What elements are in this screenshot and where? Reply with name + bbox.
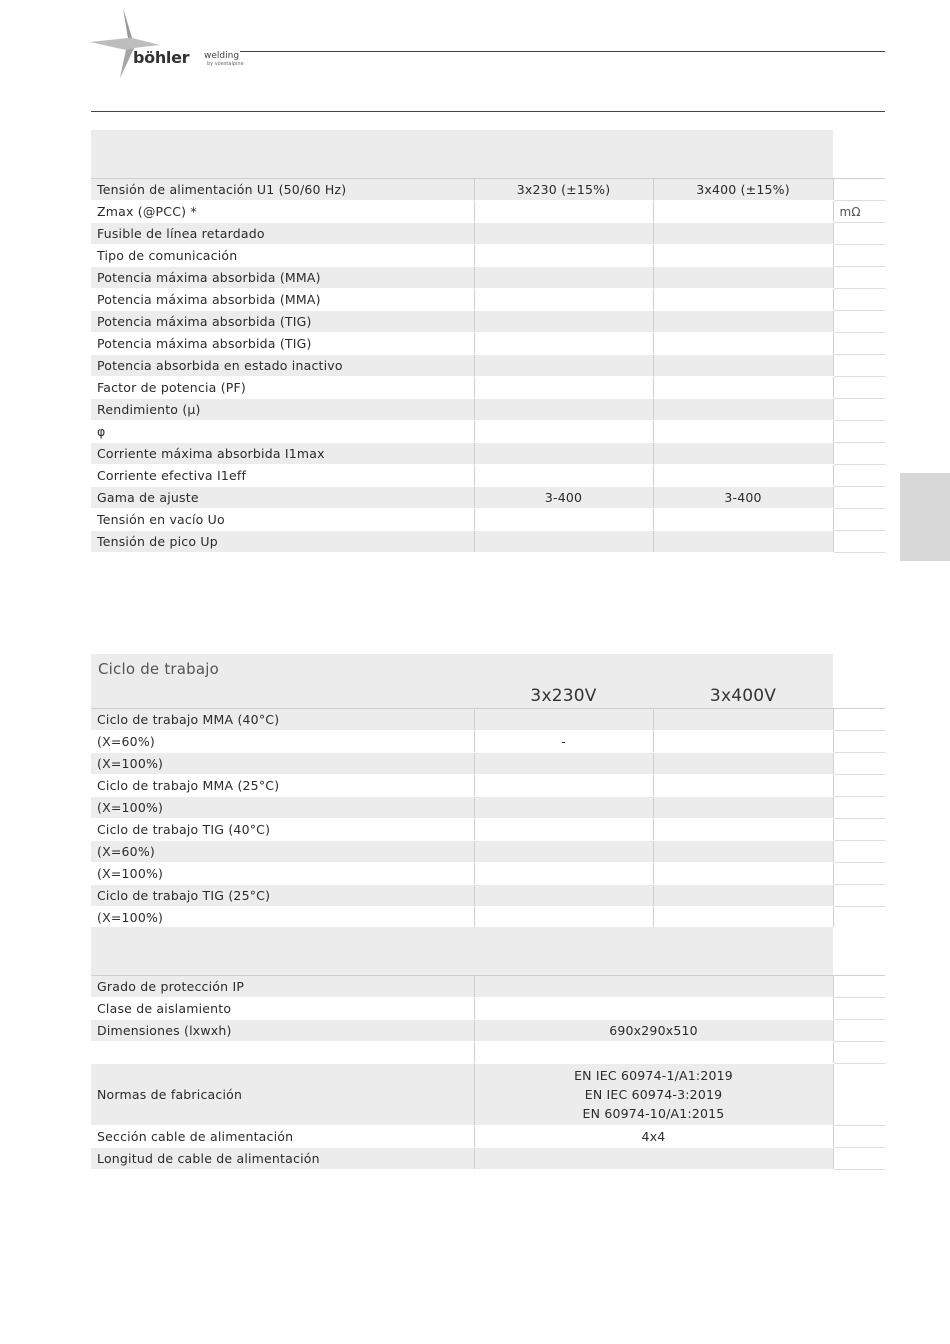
spec-label: Factor de potencia (PF)	[91, 377, 474, 399]
duty-label: (X=100%)	[91, 907, 474, 929]
duty-value-3x400	[653, 841, 833, 863]
duty-unit	[833, 775, 885, 797]
duty-label: Ciclo de trabajo TIG (40°C)	[91, 819, 474, 841]
col-3x400v: 3x400V	[653, 654, 833, 709]
spec-value-3x400	[653, 311, 833, 333]
duty-row	[91, 753, 885, 775]
spec-value-3x230	[474, 465, 653, 487]
general-label: Longitud de cable de alimentación	[91, 1148, 474, 1170]
spec-unit	[833, 399, 885, 421]
duty-value-3x400	[653, 753, 833, 775]
spec-value-3x400	[653, 355, 833, 377]
general-row	[91, 976, 885, 998]
spec-row	[91, 421, 885, 443]
spec-value-3x400: 3-400	[653, 487, 833, 509]
spec-row	[91, 531, 885, 553]
spec-value-3x400	[653, 223, 833, 245]
general-value	[474, 1148, 833, 1170]
general-row	[91, 1020, 885, 1042]
duty-row	[91, 709, 885, 731]
duty-value-3x230	[474, 863, 653, 885]
spec-label: Potencia absorbida en estado inactivo	[91, 355, 474, 377]
duty-value-3x230	[474, 885, 653, 907]
duty-unit	[833, 819, 885, 841]
duty-value-3x230	[474, 819, 653, 841]
spec-unit	[833, 311, 885, 333]
spec-value-3x230: 3x230 (±15%)	[474, 179, 653, 201]
duty-value-3x400	[653, 797, 833, 819]
duty-unit	[833, 841, 885, 863]
duty-row	[91, 819, 885, 841]
duty-row	[91, 797, 885, 819]
duty-cycle-table	[91, 654, 885, 929]
spec-unit	[833, 289, 885, 311]
duty-label: Ciclo de trabajo MMA (25°C)	[91, 775, 474, 797]
duty-value-3x400	[653, 885, 833, 907]
duty-value-3x230: -	[474, 731, 653, 753]
spec-value-3x230: 3-400	[474, 487, 653, 509]
spec-value-3x230	[474, 421, 653, 443]
side-tab-marker	[900, 473, 950, 561]
spec-label: Potencia máxima absorbida (MMA)	[91, 267, 474, 289]
general-row	[91, 1126, 885, 1148]
spec-value-3x230	[474, 223, 653, 245]
duty-label: (X=100%)	[91, 753, 474, 775]
spec-value-3x400	[653, 509, 833, 531]
duty-value-3x230	[474, 775, 653, 797]
spec-label: Tensión de alimentación U1 (50/60 Hz)	[91, 179, 474, 201]
spec-label: Corriente efectiva I1eff	[91, 465, 474, 487]
general-label: Sección cable de alimentación	[91, 1126, 474, 1148]
duty-row	[91, 885, 885, 907]
brand-tagline: by voestalpine	[207, 61, 244, 67]
spec-unit	[833, 333, 885, 355]
spec-label: φ	[91, 421, 474, 443]
spec-value-3x400	[653, 377, 833, 399]
general-unit	[833, 1148, 885, 1170]
general-row	[91, 1148, 885, 1170]
duty-row	[91, 775, 885, 797]
spec-value-3x230	[474, 289, 653, 311]
spec-unit	[833, 487, 885, 509]
duty-label: Ciclo de trabajo MMA (40°C)	[91, 709, 474, 731]
spec-row	[91, 223, 885, 245]
brand-name: böhler	[133, 48, 190, 67]
spec-value-3x400	[653, 465, 833, 487]
spec-row	[91, 443, 885, 465]
duty-value-3x400	[653, 819, 833, 841]
duty-label: Ciclo de trabajo TIG (25°C)	[91, 885, 474, 907]
spec-unit	[833, 267, 885, 289]
spec-unit	[833, 465, 885, 487]
spec-unit	[833, 509, 885, 531]
spec-row	[91, 311, 885, 333]
general-unit	[833, 998, 885, 1020]
unit-header	[833, 130, 885, 179]
general-label: Clase de aislamiento	[91, 998, 474, 1020]
spec-label: Potencia máxima absorbida (TIG)	[91, 333, 474, 355]
electrical-specs-table	[91, 130, 885, 553]
spec-value-3x230	[474, 377, 653, 399]
duty-value-3x230	[474, 797, 653, 819]
general-value	[474, 998, 833, 1020]
spec-label: Potencia máxima absorbida (TIG)	[91, 311, 474, 333]
standard-line: EN 60974-10/A1:2015	[582, 1106, 725, 1121]
duty-label: (X=100%)	[91, 863, 474, 885]
general-value	[474, 1042, 833, 1064]
spec-value-3x400	[653, 201, 833, 223]
spec-unit	[833, 245, 885, 267]
table2-header	[91, 654, 885, 709]
duty-label: (X=100%)	[91, 797, 474, 819]
spec-value-3x400	[653, 289, 833, 311]
duty-value-3x400	[653, 709, 833, 731]
general-unit	[833, 1064, 885, 1126]
general-row	[91, 1064, 885, 1126]
spec-row	[91, 201, 885, 223]
spec-label: Gama de ajuste	[91, 487, 474, 509]
spec-row	[91, 509, 885, 531]
spec-unit	[833, 377, 885, 399]
spec-value-3x230	[474, 531, 653, 553]
standard-line: EN IEC 60974-3:2019	[584, 1087, 723, 1102]
spec-label: Rendimiento (μ)	[91, 399, 474, 421]
duty-label: (X=60%)	[91, 731, 474, 753]
spec-row	[91, 377, 885, 399]
general-unit	[833, 976, 885, 998]
general-label: Grado de protección IP	[91, 976, 474, 998]
brand-suffix: welding	[204, 51, 240, 61]
spec-value-3x230	[474, 355, 653, 377]
duty-value-3x230	[474, 841, 653, 863]
duty-unit	[833, 907, 885, 929]
duty-row	[91, 841, 885, 863]
spec-value-3x230	[474, 399, 653, 421]
general-row	[91, 1042, 885, 1064]
general-unit	[833, 1126, 885, 1148]
duty-label: (X=60%)	[91, 841, 474, 863]
spec-label: Tensión en vacío Uo	[91, 509, 474, 531]
duty-unit	[833, 753, 885, 775]
spec-label: Potencia máxima absorbida (MMA)	[91, 289, 474, 311]
general-label	[91, 1042, 474, 1064]
duty-unit	[833, 709, 885, 731]
duty-value-3x230	[474, 753, 653, 775]
general-row	[91, 998, 885, 1020]
spec-row	[91, 355, 885, 377]
spec-row	[91, 465, 885, 487]
general-unit	[833, 1042, 885, 1064]
spec-value-3x230	[474, 509, 653, 531]
brand-wordmark	[133, 48, 244, 67]
general-value: 4x4	[474, 1126, 833, 1148]
spec-value-3x230	[474, 311, 653, 333]
spec-value-3x400	[653, 531, 833, 553]
spec-row	[91, 245, 885, 267]
spec-value-3x400	[653, 399, 833, 421]
table3-header	[91, 927, 885, 976]
spec-row	[91, 399, 885, 421]
brand-logo	[90, 8, 250, 80]
duty-unit	[833, 863, 885, 885]
duty-unit	[833, 797, 885, 819]
duty-value-3x400	[653, 863, 833, 885]
general-specs-table	[91, 927, 885, 1170]
spec-unit: mΩ	[833, 201, 885, 223]
duty-value-3x400	[653, 731, 833, 753]
spec-value-3x400: 3x400 (±15%)	[653, 179, 833, 201]
table1-header	[91, 130, 885, 179]
spec-value-3x400	[653, 333, 833, 355]
general-label: Normas de fabricación	[91, 1064, 474, 1126]
spec-value-3x400	[653, 245, 833, 267]
spec-unit	[833, 355, 885, 377]
duty-value-3x400	[653, 775, 833, 797]
spec-label: Fusible de línea retardado	[91, 223, 474, 245]
lightning-logo-icon	[90, 8, 250, 80]
spec-row	[91, 289, 885, 311]
spec-label: Corriente máxima absorbida I1max	[91, 443, 474, 465]
spec-row	[91, 487, 885, 509]
col-3x230v: 3x230V	[474, 654, 653, 709]
spec-value-3x230	[474, 201, 653, 223]
header-rule	[240, 51, 885, 52]
spec-unit	[833, 443, 885, 465]
duty-row	[91, 907, 885, 929]
spec-label: Zmax (@PCC) *	[91, 201, 474, 223]
duty-unit	[833, 731, 885, 753]
general-value	[474, 976, 833, 998]
duty-cycle-title: Ciclo de trabajo	[98, 660, 220, 678]
spec-label: Tipo de comunicación	[91, 245, 474, 267]
general-value: 690x290x510	[474, 1020, 833, 1042]
duty-unit	[833, 885, 885, 907]
spec-unit	[833, 421, 885, 443]
general-unit	[833, 1020, 885, 1042]
duty-value-3x230	[474, 907, 653, 929]
spec-value-3x400	[653, 421, 833, 443]
spec-unit	[833, 223, 885, 245]
spec-row	[91, 333, 885, 355]
spec-value-3x230	[474, 333, 653, 355]
spec-unit	[833, 531, 885, 553]
spec-row	[91, 267, 885, 289]
spec-row	[91, 179, 885, 201]
spec-value-3x230	[474, 245, 653, 267]
duty-row	[91, 731, 885, 753]
header-bottom-rule	[91, 111, 885, 112]
general-value	[474, 1064, 833, 1126]
spec-unit	[833, 179, 885, 201]
spec-label: Tensión de pico Up	[91, 531, 474, 553]
spec-value-3x230	[474, 267, 653, 289]
duty-value-3x230	[474, 709, 653, 731]
spec-value-3x400	[653, 443, 833, 465]
standard-line: EN IEC 60974-1/A1:2019	[574, 1068, 733, 1083]
duty-row	[91, 863, 885, 885]
general-label: Dimensiones (lxwxh)	[91, 1020, 474, 1042]
spec-value-3x230	[474, 443, 653, 465]
duty-value-3x400	[653, 907, 833, 929]
spec-value-3x400	[653, 267, 833, 289]
